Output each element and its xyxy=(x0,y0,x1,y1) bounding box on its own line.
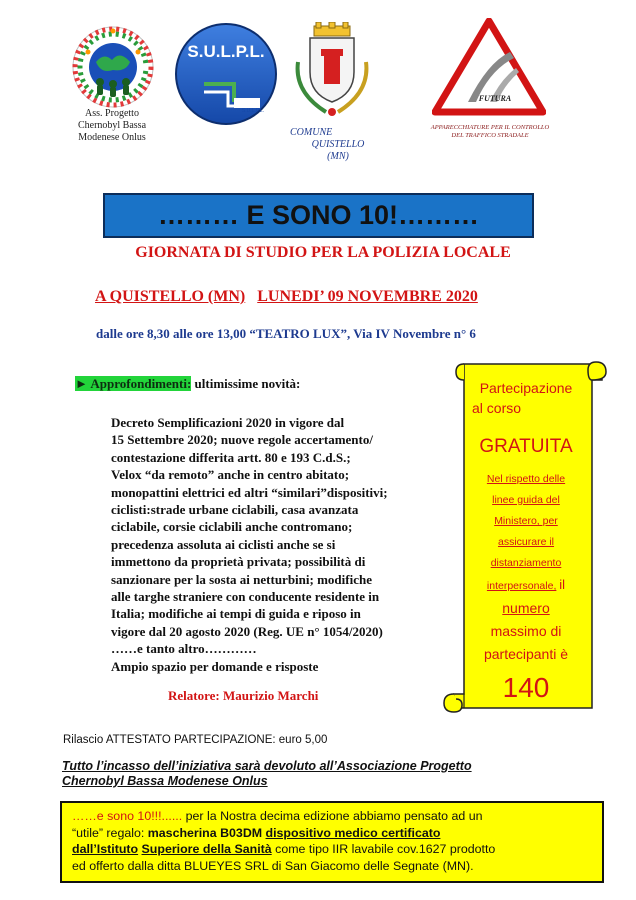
scroll-small-line xyxy=(464,574,588,597)
comune-caption xyxy=(288,127,388,163)
event-date-line xyxy=(95,288,478,306)
caption-line: Modenese Onlus xyxy=(78,132,146,143)
scroll-line: Partecipazione xyxy=(479,380,573,396)
gift-line xyxy=(72,825,592,842)
gift-line: ed offerto dalla ditta BLUEYES SRL di San Giacomo delle Segnate (MN). xyxy=(72,858,474,873)
scroll-numero-line: massimo di xyxy=(490,623,562,639)
scroll-small-line: Ministero, per xyxy=(494,515,558,527)
event-place: A QUISTELLO (MN) xyxy=(95,288,246,305)
scroll-line: al corso xyxy=(472,400,522,416)
gift-health: Superiore della Sanità xyxy=(141,842,272,856)
futura-caption xyxy=(405,124,575,140)
event-venue: dalle ore 8,30 alle ore 13,00 “TEATRO LUX”, Via IV Novembre n° 6 xyxy=(96,326,476,341)
proceeds-line: Chernobyl Bassa Modenese Onlus xyxy=(62,774,268,788)
participants-number: 140 xyxy=(502,672,550,703)
headline-banner: ……… E SONO 10!……… xyxy=(103,193,534,238)
gift-text: “utile” regalo: xyxy=(72,825,148,840)
comune-crest xyxy=(294,22,370,120)
gift-intro: ……e sono 10!!!...... xyxy=(72,809,183,823)
scroll-small-line: linee guida del xyxy=(492,494,560,506)
gift-text: per la Nostra decima edizione abbiamo pensato ad un xyxy=(182,809,483,823)
futura-logo-text: FUTURA xyxy=(478,94,512,103)
gift-box xyxy=(60,801,604,883)
proceeds-line: Tutto l’incasso dell’iniziativa sarà devoluto all’Associazione Progetto xyxy=(62,759,472,773)
sulpl-logo-small: S.U.L.P.L. xyxy=(241,108,265,114)
certificate-line: Rilascio ATTESTATO PARTECIPAZIONE: euro 5,00 xyxy=(63,734,328,746)
approfondimenti-text: ultimissime novità: xyxy=(191,376,301,391)
scroll-numero-line: partecipanti è xyxy=(483,646,569,662)
spacer xyxy=(249,288,253,305)
scroll-small-line: assicurare il xyxy=(497,536,555,548)
topic-line: Decreto Semplificazioni 2020 in vigore dal xyxy=(111,415,345,430)
topic-line: precedenza assoluta ai ciclisti anche se si xyxy=(111,536,336,552)
topic-line: Italia; modifiche ai tempi di guida e riposo in xyxy=(111,606,361,622)
approfondimenti-label: ► Approfondimenti: xyxy=(75,376,192,391)
caption-line: Chernobyl Bassa xyxy=(77,120,147,131)
topic-line: Velox “da remoto” anche in centro abitato; xyxy=(111,467,350,483)
scroll-small-text xyxy=(464,469,588,597)
topic-line: vigore dal 20 agosto 2020 (Reg. UE n° 1054/2020) xyxy=(111,623,383,639)
chernobyl-logo xyxy=(68,22,158,112)
topic-line: alle targhe straniere con conducente residente in xyxy=(111,589,380,605)
event-subtitle: GIORNATA DI STUDIO PER LA POLIZIA LOCALE xyxy=(135,244,511,261)
scroll-small-word: interpersonale, xyxy=(486,580,557,592)
topic-line: Ampio spazio per domande e risposte xyxy=(111,658,319,674)
scroll-numero-line: numero xyxy=(502,600,550,616)
topic-line: ……e tanto altro………… xyxy=(111,641,257,657)
caption-line: DEL TRAFFICO STRADALE xyxy=(451,132,529,139)
approfondimenti-line xyxy=(75,376,300,392)
topics-list xyxy=(111,414,441,675)
topic-line: sanzionare per la sosta ai netturbini; modifiche xyxy=(111,571,372,587)
caption-line: COMUNE xyxy=(290,127,333,138)
gift-line xyxy=(72,808,592,825)
scroll-numero-text xyxy=(464,597,588,666)
crest-icon xyxy=(294,22,370,120)
caption-line: (MN) xyxy=(327,151,349,162)
scroll-content xyxy=(464,378,588,706)
gift-text: come tipo IIR lavabile cov.1627 prodotto xyxy=(271,842,496,856)
gift-certified: dispositivo medico certificato xyxy=(265,825,441,840)
topic-line: immettono da proprietà privata; possibilità di xyxy=(111,554,366,570)
speaker-line: Relatore: Maurizio Marchi xyxy=(168,688,319,703)
topic-line: ciclabile, corsie ciclabili anche contromano; xyxy=(111,519,353,535)
chernobyl-logo-icon xyxy=(68,22,158,112)
gift-line xyxy=(72,841,592,858)
chernobyl-caption xyxy=(56,108,168,144)
event-date: LUNEDI’ 09 NOVEMBRE 2020 xyxy=(257,288,478,305)
topic-line: monopattini elettrici ed altri “similari”dispositivi; xyxy=(111,484,388,500)
proceeds-note xyxy=(62,759,472,789)
gift-mask: mascherina B03DM xyxy=(147,825,266,840)
scroll-gratuita: GRATUITA xyxy=(479,436,573,457)
caption-line: Ass. Progetto xyxy=(85,108,139,119)
scroll-small-line: Nel rispetto delle xyxy=(486,473,566,485)
topic-line: contestazione differita artt. 80 e 193 C.d.S.; xyxy=(111,449,351,465)
topic-line: 15 Settembre 2020; nuove regole accertamento/ xyxy=(111,432,373,448)
gift-institute: dall’Istituto xyxy=(72,842,139,856)
topic-line: ciclisti:strade urbane ciclabili, casa avanzata xyxy=(111,502,359,518)
sulpl-logo-text: S.U.L.P.L. xyxy=(187,42,265,61)
scroll-tail: il xyxy=(559,577,566,592)
caption-line: QUISTELLO xyxy=(311,139,365,150)
caption-line: APPARECCHIATURE PER IL CONTROLLO xyxy=(430,124,550,131)
scroll-small-line: distanziamento xyxy=(490,557,562,569)
